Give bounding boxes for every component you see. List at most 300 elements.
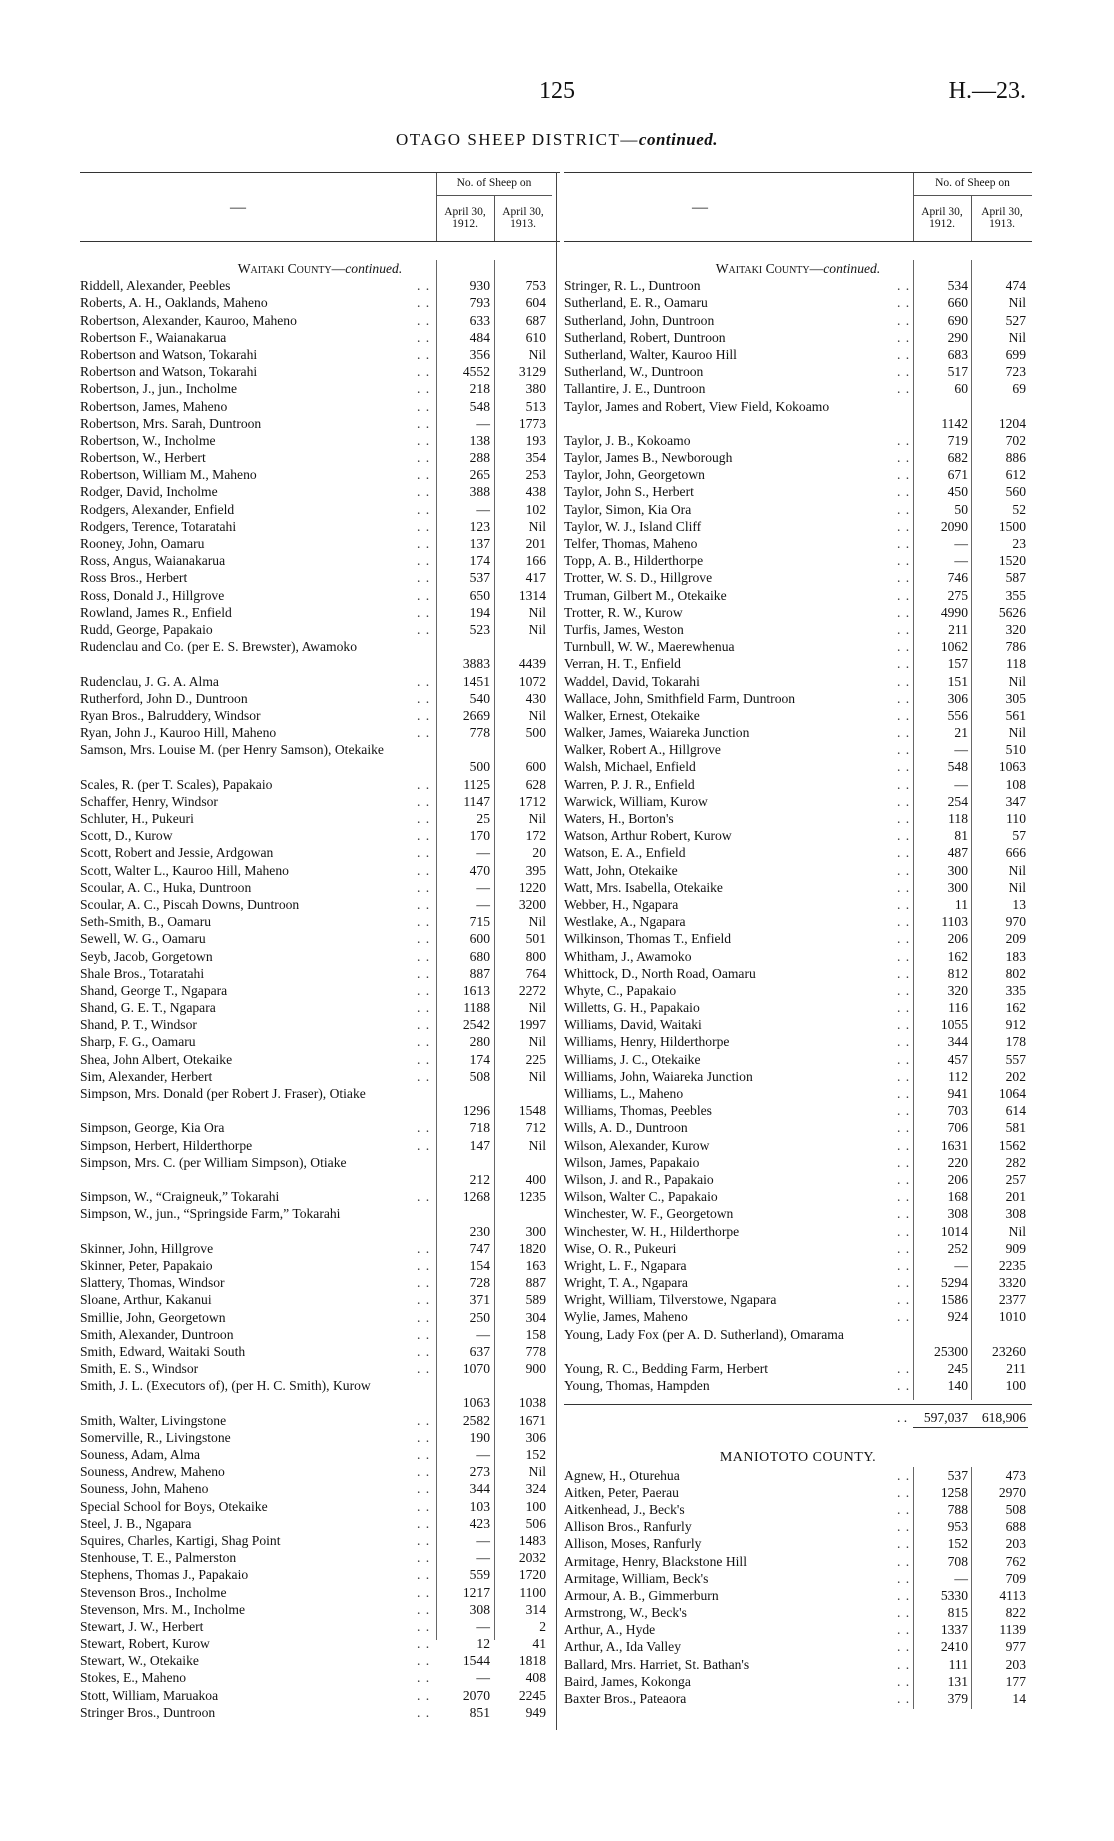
sheep-1912: 1451 bbox=[462, 673, 490, 689]
header-group: No. of Sheep on bbox=[935, 177, 1010, 189]
sheep-1913: 604 bbox=[525, 295, 546, 311]
sheep-1913: 304 bbox=[525, 1309, 546, 1325]
holder-name: Arthur, A., Hyde bbox=[564, 1622, 656, 1638]
holder-name: Roberts, A. H., Oaklands, Maheno bbox=[80, 295, 268, 311]
holder-name: Sutherland, Robert, Duntroon bbox=[564, 329, 726, 345]
sheep-1912: — bbox=[476, 1550, 490, 1566]
heading-main: OTAGO SHEEP DISTRICT— bbox=[395, 130, 639, 149]
leader-dots: . . bbox=[897, 1519, 911, 1535]
leader-dots: . . bbox=[897, 621, 911, 637]
leader-dots: . . bbox=[897, 1206, 911, 1222]
table-row bbox=[564, 844, 1032, 861]
holder-name: Wilson, Alexander, Kurow bbox=[564, 1137, 710, 1153]
table-row bbox=[80, 965, 560, 982]
leader-dots: . . bbox=[417, 931, 431, 947]
leader-dots: . . bbox=[897, 1605, 911, 1621]
leader-dots: . . bbox=[897, 793, 911, 809]
sheep-1912: 728 bbox=[469, 1275, 490, 1291]
sheep-1912: 344 bbox=[469, 1481, 490, 1497]
sheep-1912: 306 bbox=[947, 690, 968, 706]
table-row bbox=[80, 312, 560, 329]
leader-dots: . . bbox=[417, 1120, 431, 1136]
holder-name: Young, R. C., Bedding Farm, Herbert bbox=[564, 1361, 769, 1377]
sheep-1912: 1586 bbox=[940, 1292, 968, 1308]
leader-dots: . . bbox=[897, 707, 911, 723]
leader-dots: . . bbox=[897, 1086, 911, 1102]
sheep-1913: 209 bbox=[1005, 931, 1026, 947]
sheep-1912: 388 bbox=[469, 484, 490, 500]
leader-dots: . . bbox=[897, 604, 911, 620]
section-title: Waitaki County— bbox=[237, 261, 346, 276]
table-row bbox=[564, 1326, 1032, 1360]
table-row bbox=[564, 1570, 1032, 1587]
sheep-1912: 470 bbox=[469, 862, 490, 878]
holder-name: Shand, P. T., Windsor bbox=[80, 1017, 197, 1033]
holder-name: Williams, L., Maheno bbox=[564, 1086, 684, 1102]
leader-dots: . . bbox=[417, 1017, 431, 1033]
leader-dots: . . bbox=[417, 1567, 431, 1583]
table-row bbox=[80, 1309, 560, 1326]
holder-name: Tallantire, J. E., Duntroon bbox=[564, 381, 706, 397]
table-row bbox=[80, 827, 560, 844]
holder-name: Willetts, G. H., Papakaio bbox=[564, 1000, 700, 1016]
leader-dots: . . bbox=[897, 570, 911, 586]
sheep-1913: 600 bbox=[525, 759, 546, 775]
sheep-1913: 110 bbox=[1006, 811, 1026, 827]
sheep-1913: 887 bbox=[525, 1275, 546, 1291]
holder-name: Trotter, R. W., Kurow bbox=[564, 604, 683, 620]
leader-dots: . . bbox=[417, 1584, 431, 1600]
sheep-1912: 12 bbox=[476, 1636, 490, 1652]
sheep-1912: — bbox=[476, 1532, 490, 1548]
sheep-1912: 600 bbox=[469, 931, 490, 947]
sheep-1912: 423 bbox=[469, 1515, 490, 1531]
table-row bbox=[564, 294, 1032, 311]
table-row bbox=[80, 913, 560, 930]
table-row bbox=[564, 363, 1032, 380]
sheep-1913: 201 bbox=[1005, 1189, 1026, 1205]
table-row bbox=[80, 741, 560, 775]
sheep-1913: Nil bbox=[528, 604, 546, 620]
sheep-1912: 275 bbox=[947, 587, 968, 603]
holder-name: Wright, T. A., Ngapara bbox=[564, 1275, 688, 1291]
sheep-1913: 354 bbox=[525, 450, 546, 466]
sheep-1913: 753 bbox=[525, 278, 546, 294]
holder-name: Robertson, W., Incholme bbox=[80, 432, 216, 448]
holder-name: Taylor, John S., Herbert bbox=[564, 484, 694, 500]
sheep-1912: 556 bbox=[947, 707, 968, 723]
leader-dots: . . bbox=[897, 467, 911, 483]
sheep-1912: 715 bbox=[469, 914, 490, 930]
table-row bbox=[564, 673, 1032, 690]
sheep-1912: 500 bbox=[469, 759, 490, 775]
sheep-1913: 211 bbox=[1006, 1361, 1026, 1377]
leader-dots: . . bbox=[417, 793, 431, 809]
holder-name: Armstrong, W., Beck's bbox=[564, 1605, 687, 1621]
header-dash: — bbox=[692, 199, 708, 216]
leader-dots: . . bbox=[897, 1691, 911, 1707]
sheep-1912: 450 bbox=[947, 484, 968, 500]
leader-dots: . . bbox=[897, 1068, 911, 1084]
table-row bbox=[564, 1291, 1032, 1308]
holder-name: Walker, James, Waiareka Junction bbox=[564, 725, 750, 741]
table-row bbox=[564, 999, 1032, 1016]
table-row bbox=[564, 1308, 1032, 1325]
sheep-1913: 501 bbox=[525, 931, 546, 947]
holder-name: Allison, Moses, Ranfurly bbox=[564, 1536, 702, 1552]
holder-name: Armour, A. B., Gimmerburn bbox=[564, 1587, 719, 1603]
table-row bbox=[80, 1704, 560, 1721]
leader-dots: . . bbox=[897, 914, 911, 930]
table-row bbox=[564, 1501, 1032, 1518]
holder-name: Allison Bros., Ranfurly bbox=[564, 1519, 692, 1535]
holder-name: Young, Thomas, Hampden bbox=[564, 1378, 710, 1394]
sheep-1912: 537 bbox=[947, 1467, 968, 1483]
sheep-1912: 815 bbox=[947, 1605, 968, 1621]
sheep-1913: Nil bbox=[528, 914, 546, 930]
sheep-1912: 212 bbox=[469, 1171, 490, 1187]
holder-name: Williams, Thomas, Peebles bbox=[564, 1103, 712, 1119]
sheep-1913: 822 bbox=[1005, 1605, 1026, 1621]
sheep-1912: 1103 bbox=[941, 914, 968, 930]
holder-name: Simpson, Mrs. C. (per William Simpson), Otiake bbox=[80, 1154, 347, 1170]
sheep-1912: 25300 bbox=[934, 1343, 968, 1359]
holder-name: Scott, D., Kurow bbox=[80, 828, 173, 844]
sheep-1912: 747 bbox=[469, 1240, 490, 1256]
leader-dots: . . bbox=[897, 432, 911, 448]
sheep-1913: 666 bbox=[1005, 845, 1026, 861]
table-row bbox=[564, 1085, 1032, 1102]
sheep-1912: 924 bbox=[947, 1309, 968, 1325]
sheep-1912: 650 bbox=[469, 587, 490, 603]
sheep-1912: 265 bbox=[469, 467, 490, 483]
sheep-1912: — bbox=[954, 536, 968, 552]
table-row bbox=[564, 1467, 1032, 1484]
table-row bbox=[80, 587, 560, 604]
table-row bbox=[80, 1137, 560, 1154]
leader-dots: . . bbox=[897, 553, 911, 569]
sheep-1913: 589 bbox=[525, 1292, 546, 1308]
leader-dots: . . bbox=[897, 278, 911, 294]
sheep-1913: 1038 bbox=[518, 1395, 546, 1411]
leader-dots: . . bbox=[897, 1103, 911, 1119]
county-total-row: . . 597,037 618,906 bbox=[564, 1404, 1032, 1427]
sheep-1912: 170 bbox=[469, 828, 490, 844]
holder-name: Wilson, J. and R., Papakaio bbox=[564, 1171, 714, 1187]
table-row bbox=[564, 913, 1032, 930]
sheep-1913: 380 bbox=[525, 381, 546, 397]
sheep-1912: 703 bbox=[947, 1103, 968, 1119]
sheep-1913: Nil bbox=[528, 1000, 546, 1016]
holder-name: Scott, Robert and Jessie, Ardgowan bbox=[80, 845, 274, 861]
table-row bbox=[80, 673, 560, 690]
holder-name: Taylor, James and Robert, View Field, Kokoamo bbox=[564, 398, 830, 414]
table-row bbox=[80, 1068, 560, 1085]
sheep-1913: 69 bbox=[1012, 381, 1026, 397]
table-row bbox=[80, 1377, 560, 1411]
table-row bbox=[80, 1549, 560, 1566]
leader-dots: . . bbox=[897, 1257, 911, 1273]
holder-name: Whittock, D., North Road, Oamaru bbox=[564, 965, 756, 981]
sheep-1913: 1220 bbox=[518, 879, 546, 895]
sheep-1913: Nil bbox=[1008, 295, 1026, 311]
sheep-1912: 708 bbox=[947, 1553, 968, 1569]
sheep-1912: 206 bbox=[947, 1171, 968, 1187]
section-title: Waitaki County— bbox=[715, 261, 824, 276]
table-row bbox=[80, 535, 560, 552]
holder-name: Special School for Boys, Otekaike bbox=[80, 1498, 268, 1514]
leader-dots: . . bbox=[417, 518, 431, 534]
sheep-1912: 174 bbox=[469, 553, 490, 569]
sheep-1913: 712 bbox=[525, 1120, 546, 1136]
sheep-1913: 1235 bbox=[518, 1189, 546, 1205]
leader-dots: . . bbox=[417, 536, 431, 551]
sheep-1913: 802 bbox=[1005, 965, 1026, 981]
holder-name: Smith, J. L. (Executors of), (per H. C. Smith), Kurow bbox=[80, 1378, 371, 1394]
table-row bbox=[564, 948, 1032, 965]
table-row bbox=[80, 638, 560, 672]
sheep-1912: 1268 bbox=[462, 1189, 490, 1205]
sheep-1913: 2032 bbox=[518, 1550, 546, 1566]
table-row bbox=[80, 844, 560, 861]
sheep-1913: 1818 bbox=[518, 1653, 546, 1669]
holder-name: Warren, P. J. R., Enfield bbox=[564, 776, 695, 792]
sheep-1912: 168 bbox=[947, 1189, 968, 1205]
sheep-1912: 719 bbox=[947, 432, 968, 448]
sheep-1913: 688 bbox=[1005, 1519, 1026, 1535]
leader-dots: . . bbox=[417, 415, 431, 431]
sheep-1912: 457 bbox=[947, 1051, 968, 1067]
table-row bbox=[564, 604, 1032, 621]
table-row bbox=[564, 466, 1032, 483]
table-row bbox=[564, 1171, 1032, 1188]
sheep-1912: — bbox=[476, 879, 490, 895]
table-row bbox=[80, 1085, 560, 1119]
table-row bbox=[564, 1604, 1032, 1621]
sheep-1912: 290 bbox=[947, 329, 968, 345]
sheep-1912: 5330 bbox=[940, 1587, 968, 1603]
table-row bbox=[564, 1638, 1032, 1655]
sheep-1912: 1337 bbox=[940, 1622, 968, 1638]
sheep-1913: 282 bbox=[1005, 1154, 1026, 1170]
holder-name: Schluter, H., Pukeuri bbox=[80, 811, 194, 827]
sheep-1913: 1063 bbox=[998, 759, 1026, 775]
sheep-1912: 4552 bbox=[462, 364, 490, 380]
sheep-1913: 2970 bbox=[998, 1484, 1026, 1500]
holder-name: Williams, J. C., Otekaike bbox=[564, 1051, 701, 1067]
sheep-1912: 288 bbox=[469, 450, 490, 466]
sheep-1913: 100 bbox=[525, 1498, 546, 1514]
holder-name: Walker, Ernest, Otekaike bbox=[564, 707, 700, 723]
sheep-1913: 4113 bbox=[999, 1587, 1026, 1603]
holder-name: Warwick, William, Kurow bbox=[564, 793, 708, 809]
table-row bbox=[564, 655, 1032, 672]
leader-dots: . . bbox=[417, 965, 431, 981]
leader-dots: . . bbox=[897, 656, 911, 672]
table-row bbox=[564, 1690, 1032, 1707]
sheep-1912: 523 bbox=[469, 621, 490, 637]
sheep-1913: 909 bbox=[1005, 1240, 1026, 1256]
holder-name: Taylor, James B., Newborough bbox=[564, 450, 733, 466]
sheep-1912: 2542 bbox=[462, 1017, 490, 1033]
sheep-1913: 912 bbox=[1005, 1017, 1026, 1033]
holder-name: Wilson, Walter C., Papakaio bbox=[564, 1189, 718, 1205]
leader-dots: . . bbox=[897, 1120, 911, 1136]
holder-name: Watson, E. A., Enfield bbox=[564, 845, 686, 861]
table-row bbox=[564, 449, 1032, 466]
leader-dots: . . bbox=[897, 845, 911, 861]
sheep-1913: 430 bbox=[525, 690, 546, 706]
sheep-1912: 252 bbox=[947, 1240, 968, 1256]
holder-name: Walsh, Michael, Enfield bbox=[564, 759, 696, 775]
table-row bbox=[80, 999, 560, 1016]
holder-name: Smith, Alexander, Duntroon bbox=[80, 1326, 234, 1342]
sheep-1913: 438 bbox=[525, 484, 546, 500]
leader-dots: . . bbox=[417, 1240, 431, 1256]
leader-dots: . . bbox=[897, 673, 911, 689]
table-row bbox=[80, 569, 560, 586]
sheep-1913: 13 bbox=[1012, 896, 1026, 912]
sheep-1913: 949 bbox=[525, 1704, 546, 1720]
leader-dots: . . bbox=[417, 879, 431, 895]
holder-name: Sutherland, Walter, Kauroo Hill bbox=[564, 346, 737, 362]
sheep-1912: 152 bbox=[947, 1536, 968, 1552]
sheep-1912: 683 bbox=[947, 346, 968, 362]
leader-dots: . . bbox=[417, 690, 431, 706]
sheep-1912: 559 bbox=[469, 1567, 490, 1583]
holder-name: Trotter, W. S. D., Hillgrove bbox=[564, 570, 713, 586]
leader-dots: . . bbox=[417, 1309, 431, 1325]
sheep-1913: 1773 bbox=[518, 415, 546, 431]
holder-name: Rutherford, John D., Duntroon bbox=[80, 690, 248, 706]
leader-dots: . . bbox=[897, 1171, 911, 1187]
table-row bbox=[564, 1587, 1032, 1604]
header-col-1912: April 30, 1912. bbox=[444, 206, 486, 230]
leader-dots: . . bbox=[897, 1467, 911, 1483]
sheep-1913: 400 bbox=[525, 1171, 546, 1187]
table-row bbox=[564, 1274, 1032, 1291]
table-row bbox=[80, 707, 560, 724]
header-col-1912: April 30, 1912. bbox=[921, 206, 963, 230]
table-row bbox=[80, 552, 560, 569]
table-row bbox=[80, 415, 560, 432]
leader-dots: . . bbox=[897, 1017, 911, 1033]
holder-name: Verran, H. T., Enfield bbox=[564, 656, 681, 672]
table-row bbox=[80, 1154, 560, 1188]
sheep-1913: 614 bbox=[1005, 1103, 1026, 1119]
holder-name: Arthur, A., Ida Valley bbox=[564, 1639, 681, 1655]
holder-name: Rowland, James R., Enfield bbox=[80, 604, 232, 620]
sheep-1912: 25 bbox=[476, 811, 490, 827]
table-row bbox=[80, 294, 560, 311]
sheep-1912: 116 bbox=[948, 1000, 968, 1016]
sheep-1913: 977 bbox=[1005, 1639, 1026, 1655]
sheep-1913: 308 bbox=[1005, 1206, 1026, 1222]
sheep-1912: 1014 bbox=[940, 1223, 968, 1239]
sheep-1913: 1010 bbox=[998, 1309, 1026, 1325]
sheep-1913: 508 bbox=[1005, 1501, 1026, 1517]
sheep-1912: 793 bbox=[469, 295, 490, 311]
leader-dots: . . bbox=[417, 364, 431, 380]
holder-name: Shand, George T., Ngapara bbox=[80, 982, 228, 998]
holder-name: Armitage, Henry, Blackstone Hill bbox=[564, 1553, 747, 1569]
table-row bbox=[564, 896, 1032, 913]
holder-name: Smillie, John, Georgetown bbox=[80, 1309, 226, 1325]
leader-dots: . . bbox=[417, 1257, 431, 1273]
holder-name: Robertson and Watson, Tokarahi bbox=[80, 364, 258, 380]
table-row bbox=[564, 982, 1032, 999]
leader-dots: . . bbox=[897, 501, 911, 517]
sheep-1913: 158 bbox=[525, 1326, 546, 1342]
table-row bbox=[80, 724, 560, 741]
holder-name: Scoular, A. C., Huka, Duntroon bbox=[80, 879, 252, 895]
leader-dots: . . bbox=[417, 381, 431, 397]
sheep-1913: 3129 bbox=[518, 364, 546, 380]
table-row bbox=[564, 930, 1032, 947]
sheep-1912: 111 bbox=[948, 1656, 968, 1672]
sheep-1913: 723 bbox=[1005, 364, 1026, 380]
leader-dots: . . bbox=[897, 862, 911, 878]
sheep-1912: 1613 bbox=[462, 982, 490, 998]
heading-continued: continued. bbox=[638, 130, 719, 149]
table-row bbox=[80, 1051, 560, 1068]
holder-name: Turfis, James, Weston bbox=[564, 621, 684, 637]
leader-dots: . . bbox=[897, 1587, 911, 1603]
leader-dots: . . bbox=[897, 1034, 911, 1050]
holder-name: Ballard, Mrs. Harriet, St. Bathan's bbox=[564, 1656, 750, 1672]
holder-name: Riddell, Alexander, Peebles bbox=[80, 278, 231, 294]
holder-name: Wilkinson, Thomas T., Enfield bbox=[564, 931, 732, 947]
table-row bbox=[80, 1515, 560, 1532]
leader-dots: . . bbox=[897, 312, 911, 328]
sheep-1912: 1631 bbox=[940, 1137, 968, 1153]
leader-dots: . . bbox=[897, 1484, 911, 1500]
sheep-1912: 540 bbox=[469, 690, 490, 706]
sheep-1912: 812 bbox=[947, 965, 968, 981]
table-row bbox=[80, 1669, 560, 1686]
section-heading bbox=[564, 260, 1032, 277]
table-row bbox=[564, 758, 1032, 775]
sheep-1912: 60 bbox=[954, 381, 968, 397]
sheep-1912: 4990 bbox=[940, 604, 968, 620]
sheep-1913: 320 bbox=[1005, 621, 1026, 637]
sheep-1912: — bbox=[476, 415, 490, 431]
sheep-1912: 534 bbox=[947, 278, 968, 294]
holder-name: Ross Bros., Herbert bbox=[80, 570, 188, 586]
leader-dots: . . bbox=[897, 1536, 911, 1552]
sheep-1913: 970 bbox=[1005, 914, 1026, 930]
sheep-1913: 305 bbox=[1005, 690, 1026, 706]
sheep-1912: 174 bbox=[469, 1051, 490, 1067]
table-row bbox=[564, 690, 1032, 707]
sheep-1913: 500 bbox=[525, 725, 546, 741]
sheep-1913: 1139 bbox=[999, 1622, 1026, 1638]
leader-dots: . . bbox=[897, 1639, 911, 1655]
table-row bbox=[80, 1274, 560, 1291]
holder-name: Rudenclau, J. G. A. Alma bbox=[80, 673, 219, 689]
table-row bbox=[564, 776, 1032, 793]
table-row bbox=[80, 329, 560, 346]
leader-dots: . . bbox=[417, 329, 431, 345]
sheep-1913: Nil bbox=[1008, 862, 1026, 878]
holder-name: Topp, A. B., Hilderthorpe bbox=[564, 553, 704, 569]
leader-dots: . . bbox=[897, 725, 911, 741]
leader-dots: . . bbox=[897, 1501, 911, 1517]
table-row bbox=[80, 862, 560, 879]
holder-name: Stephens, Thomas J., Papakaio bbox=[80, 1567, 249, 1583]
table-row bbox=[80, 1412, 560, 1429]
leader-dots: . . bbox=[417, 982, 431, 998]
